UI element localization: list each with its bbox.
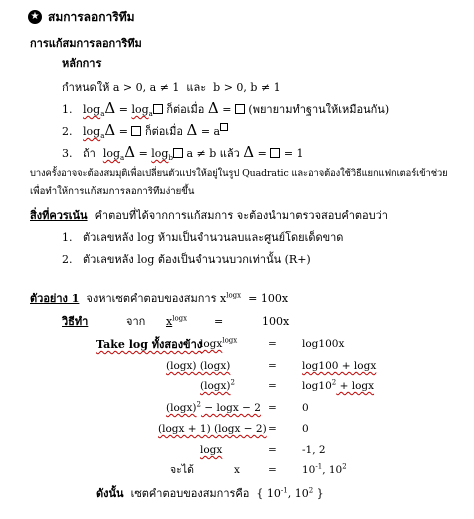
log-text: log <box>83 125 101 138</box>
caution-item-1 <box>62 232 343 243</box>
step-1-lhs <box>200 336 238 350</box>
from-equation-lhs <box>166 316 187 327</box>
equals-sign: = <box>214 315 224 328</box>
delta-symbol: Δ <box>104 121 116 139</box>
equation-exponent: logx <box>172 314 188 323</box>
paragraph-line-2: เพื่อทำให้การแก้สมการลอการิทึมง่ายขึ้น <box>30 186 195 197</box>
answer-label: ดังนั้น <box>96 487 124 500</box>
iff-text: ก็ต่อเมื่อ <box>144 125 183 138</box>
caution-line <box>30 210 388 221</box>
step-6-lhs <box>200 445 222 456</box>
paragraph-line-1: บางครั้งอาจจะต้องสมมุติเพื่อเปลี่ยนตัวแปรให้อยู่ในรูป Quadratic และอาจต้องใช้วิธีแยกแฟกเตอร์เข้าช่วย <box>30 168 448 179</box>
rule-number: 3. <box>62 147 73 160</box>
equals-sign: = <box>138 147 148 160</box>
rule-2 <box>62 121 228 141</box>
placeholder-box <box>270 148 280 158</box>
star-circle-icon: ★ <box>28 10 42 24</box>
given-and: และ <box>186 81 207 94</box>
placeholder-box <box>235 104 245 114</box>
condition-text: a ≠ b <box>186 147 217 160</box>
caution-item-2 <box>62 254 311 265</box>
step-lhs-exponent: logx <box>222 336 238 345</box>
step-3-rhs <box>302 378 375 392</box>
step-lhs-text: (logx) <box>166 402 197 414</box>
delta-symbol: Δ <box>186 121 198 139</box>
equation-base: x <box>166 315 173 328</box>
from-equation-rhs: 100x <box>262 315 290 328</box>
step-4-lhs <box>166 400 261 414</box>
answer-exponent: 2 <box>308 486 314 495</box>
step-7-prefix: จะได้ <box>170 464 194 476</box>
step-rhs-tail: , 10 <box>322 464 343 476</box>
step-6-rhs: -1, 2 <box>302 444 326 456</box>
log-text: log <box>83 103 101 116</box>
log-base: a <box>100 132 105 141</box>
rule-3 <box>62 143 304 163</box>
if-text: ถ้า <box>83 147 96 160</box>
take-log-text: Take log ทั้งสองข้าง <box>96 338 203 351</box>
caution-heading: สิ่งที่ควรเน้น <box>30 209 88 222</box>
then-text: แล้ว <box>219 147 240 160</box>
step-2-rhs <box>302 361 376 372</box>
placeholder-box <box>131 126 141 136</box>
answer-set-open: { 10 <box>256 487 281 500</box>
rule-number: 1. <box>62 103 73 116</box>
step-5-rhs: 0 <box>302 423 309 435</box>
given-prefix: กำหนดให้ <box>62 81 110 94</box>
section-title: สมการลอการิทึม <box>48 10 135 24</box>
log-text: log <box>151 147 169 160</box>
equals-sign: = <box>268 402 277 414</box>
answer-line <box>96 488 324 499</box>
step-7-lhs: x <box>234 464 240 476</box>
step-rhs-text: 10 <box>302 464 316 476</box>
power-base: a <box>213 125 221 138</box>
section-subtitle: การแก้สมการลอการิทึม <box>30 37 142 50</box>
example-question <box>30 293 288 304</box>
equals-sign: = <box>118 103 128 116</box>
given-a: a > 0, a ≠ 1 <box>112 81 180 94</box>
answer-text: เซตคำตอบของสมการคือ <box>130 487 250 500</box>
step-5-lhs <box>158 424 267 435</box>
equals-sign: = <box>268 423 277 435</box>
caution-text: คำตอบที่ได้จากการแก้สมการ จะต้องนำมาตรวจสอบคำตอบว่า <box>94 209 388 222</box>
rule-1 <box>62 99 390 119</box>
log-base: a <box>148 110 153 119</box>
equals-sign: = <box>268 380 277 392</box>
step-lhs-text: logx <box>200 338 223 350</box>
answer-exponent: -1 <box>280 486 288 495</box>
answer-set-mid: , 10 <box>287 487 309 500</box>
caution-item-text: ตัวเลขหลัง log ต้องเป็นจำนวนบวกเท่านั้น (R+) <box>83 253 311 266</box>
placeholder-box <box>173 148 183 158</box>
caution-number: 1. <box>62 231 73 244</box>
delta-symbol: Δ <box>124 143 136 161</box>
caution-number: 2. <box>62 253 73 266</box>
method-label: วิธีทำ <box>62 315 89 328</box>
step-lhs-text: (logx + 1) (logx − 2) <box>158 423 267 435</box>
rule-note: (พยายามทำฐานให้เหมือนกัน) <box>248 103 390 116</box>
log-text: log <box>131 103 149 116</box>
example-label: ตัวอย่าง 1 <box>30 292 80 305</box>
log-base: a <box>120 154 125 163</box>
step-rhs-exponent: -1 <box>315 462 323 471</box>
step-7-rhs <box>302 462 347 476</box>
principle-heading: หลักการ <box>62 57 102 70</box>
equation-rhs: = 100x <box>248 292 289 305</box>
log-text: log <box>102 147 121 160</box>
delta-symbol: Δ <box>207 99 219 117</box>
step-rhs-exponent: 2 <box>331 378 337 387</box>
from-label: จาก <box>126 315 146 328</box>
step-lhs-exponent: 2 <box>196 400 201 409</box>
equals-sign: = <box>257 147 267 160</box>
equals-sign: = <box>268 338 277 350</box>
delta-symbol: Δ <box>104 99 116 117</box>
step-lhs-exponent: 2 <box>230 378 235 387</box>
step-lhs-text: (logx) (logx) <box>166 360 231 372</box>
step-1-rhs: log100x <box>302 338 345 350</box>
placeholder-box <box>153 104 163 114</box>
equals-sign: = <box>268 444 277 456</box>
placeholder-box <box>220 123 228 131</box>
delta-symbol: Δ <box>243 143 255 161</box>
step-2-lhs <box>166 361 230 372</box>
log-base: a <box>100 110 105 119</box>
equation-exponent: logx <box>226 291 242 300</box>
equals-sign: = <box>200 125 211 138</box>
log-base: b <box>168 154 173 163</box>
equals-sign: = <box>268 360 277 372</box>
step-rhs-exponent: 2 <box>342 462 347 471</box>
equals-sign: = <box>118 125 128 138</box>
step-lhs-tail: − logx − 2 <box>200 402 261 414</box>
step-rhs-text: log10 <box>302 380 332 392</box>
equals-sign: = <box>268 464 277 476</box>
iff-text: ก็ต่อเมื่อ <box>166 103 205 116</box>
answer-set-close: } <box>313 487 324 500</box>
equation-base: x <box>220 292 227 305</box>
step-rhs-text: log100 + logx <box>302 360 377 372</box>
equals-sign: = <box>222 103 232 116</box>
step-rhs-tail: + logx <box>336 380 375 392</box>
given-b: b > 0, b ≠ 1 <box>213 81 281 94</box>
step-lhs-text: (logx) <box>200 380 231 392</box>
step-4-rhs: 0 <box>302 402 309 414</box>
equals-one: = 1 <box>283 147 304 160</box>
rule-number: 2. <box>62 125 73 138</box>
method-line <box>62 316 88 327</box>
take-log-label <box>96 339 202 350</box>
example-question-text: จงหาเซตคำตอบของสมการ <box>86 292 217 305</box>
given-line <box>62 82 281 93</box>
step-lhs-text: logx <box>200 444 223 456</box>
caution-item-text: ตัวเลขหลัง log ห้ามเป็นจำนวนลบและศูนย์โดยเด็ดขาด <box>83 231 344 244</box>
step-3-lhs <box>200 378 235 392</box>
